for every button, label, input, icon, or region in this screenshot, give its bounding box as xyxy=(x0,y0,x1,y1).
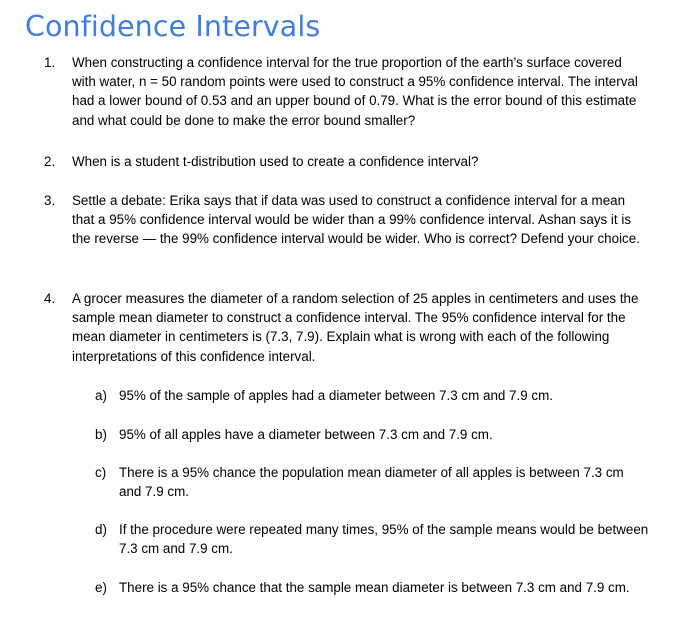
question-text: Settle a debate: Erika says that if data was used to construct a confidence interval for a mean that a 95% confidence interval would be wider than a 99% confidence interval. Ashan says it is the reverse — the 99% confidence interval would be wider. Who is correct? Defend your choice. xyxy=(72,193,640,247)
subpart-text: 95% of the sample of apples had a diameter between 7.3 cm and 7.9 cm. xyxy=(119,388,553,403)
question-number: 2. xyxy=(44,154,56,169)
subpart-letter: c) xyxy=(95,465,107,480)
question-text: When constructing a confidence interval for the true proportion of the earth’s surface covered with water, n = 50 random points were used to construct a 95% confidence interval. The interval had a lower bound of 0.53 and an upper bound of 0.79. What is the error bound of this estimate and what could be done to make the error bound smaller? xyxy=(72,55,638,128)
subpart-letter: a) xyxy=(95,388,107,403)
question-text: A grocer measures the diameter of a random selection of 25 apples in centimeters and uses the sample mean diameter to construct a confidence interval. The 95% confidence interval for the mean diameter in centimeters is (7.3, 7.9). Explain what is wrong with each of the following interpretations of this confidence interval. xyxy=(72,291,639,364)
question-number: 1. xyxy=(44,55,56,70)
subpart-text: There is a 95% chance that the sample mean diameter is between 7.3 cm and 7.9 cm. xyxy=(119,580,630,595)
subpart-text: 95% of all apples have a diameter between 7.3 cm and 7.9 cm. xyxy=(119,427,493,442)
subpart-letter: b) xyxy=(95,427,107,442)
question-text: When is a student t-distribution used to create a confidence interval? xyxy=(72,154,479,169)
subpart-text: There is a 95% chance the population mean diameter of all apples is between 7.3 cm and 7.9 cm. xyxy=(119,465,624,500)
question-number: 3. xyxy=(44,193,56,208)
subpart-letter: d) xyxy=(95,522,107,537)
question-number: 4. xyxy=(44,291,56,306)
page-title: Confidence Intervals xyxy=(25,10,321,43)
subpart-text: If the procedure were repeated many times, 95% of the sample means would be between 7.3 cm and 7.9 cm. xyxy=(119,522,649,557)
subpart-letter: e) xyxy=(95,580,107,595)
